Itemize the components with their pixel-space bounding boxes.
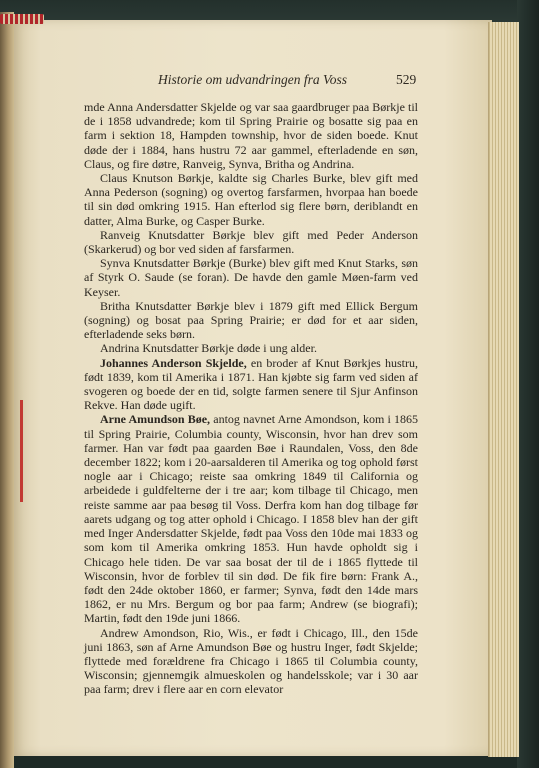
book-spine xyxy=(0,12,14,768)
paragraph-text: Andrew Amondson, Rio, Wis., er født i Chicago, Ill., den 15de juni 1863, søn af Arne Amundson Bøe og hustru Inger, født Skjelde; flyttede med forældrene fra Chicago i 1865 til Columbia county, Wisconsin; gjennemgik almueskolen og handelsskole; var i 30 aar paa farm; drev i flere aar en corn elevator xyxy=(84,625,418,697)
paragraph-text: Ranveig Knutsdatter Børkje blev gift med Peder Anderson (Skarkerud) og bor ved siden af farsfarmen. xyxy=(84,227,418,257)
paragraph-text: en broder af Knut Børkjes hustru, født 1839, kom til Amerika i 1871. Han kjøbte sig farm ved siden af svogeren og boede der en tid, solgte farmen senere til Sjur Anfinson Rekve. Han døde ugift. xyxy=(84,355,418,413)
paragraph xyxy=(84,171,418,228)
person-name: Johannes Anderson Skjelde, xyxy=(100,355,247,370)
paragraph-text: Andrina Knutsdatter Børkje døde i ung alder. xyxy=(100,341,317,356)
paragraph xyxy=(84,626,418,697)
paragraph-text: antog navnet Arne Amondson, kom i 1865 til Spring Prairie, Columbia county, Wisconsin, hvor han drev som farmer. Han var født paa gaarden Bøe i Raundalen, Voss, den 8de december 1822; kom i 20-aarsalderen til Amerika og tog ophold først nogle aar i Chicago; reiste saa omkring 1849 til California og arbeidede i guldfelterne der i tre aar; kom tilbage til Chicago, men reiste samme aar paa besøg til Voss. Derfra kom han dog tilbage før aarets udgang og tog atter ophold i Chicago. I 1858 blev han der gift med Inger Andersdatter Skjelde, født paa Voss den 10de mai 1833 og som kom til Amerika omkring 1853. Hun havde opholdt sig i Chicago hele tiden. De var saa bosat der til de i 1865 flyttede til Wisconsin, hvor de forblev til sin død. De fik fire børn: Frank A., født den 24de oktober 1860, er farmer; Synva, født den 14de mars 1862, er nu Mrs. Bergum og bor paa farm; Andrew (se biografi); Martin, født den 19de juni 1866. xyxy=(84,412,418,626)
paragraph xyxy=(84,412,418,625)
paragraph xyxy=(84,100,418,171)
paragraph-text: Claus Knutson Børkje, kaldte sig Charles Burke, blev gift med Anna Pederson (sogning) og overtog farsfarmen, hvorpaa han boede til sin død omkring 1915. Han efterlod sig flere børn, deriblandt en datter, Alma Burke, og Casper Burke. xyxy=(84,171,418,228)
paragraph xyxy=(84,299,418,342)
book-cover-right xyxy=(517,0,539,768)
paragraph xyxy=(84,228,418,256)
paragraph-text: Britha Knutsdatter Børkje blev i 1879 gift med Ellick Bergum (sogning) og bosat paa Spring Prairie; er død for et aar siden, efterladende seks børn. xyxy=(84,298,418,342)
paragraph-text: Synva Knutsdatter Børkje (Burke) blev gift med Knut Starks, søn af Styrk O. Saude (se foran). De havde den gamle Møen-farm ved Keyser. xyxy=(84,256,418,299)
paragraph xyxy=(84,256,418,299)
bookmark-ribbon xyxy=(0,14,44,24)
paragraph xyxy=(84,341,418,355)
page-edges xyxy=(488,22,519,757)
person-name: Arne Amundson Bøe, xyxy=(100,412,211,427)
page-number: 529 xyxy=(396,72,417,87)
paragraph-text: mde Anna Andersdatter Skjelde og var saa gaardbruger paa Børkje til de i 1858 udvandrede; kom til Spring Prairie og bosatte sig paa en farm i sektion 18, Hampden township, hvor de siden boede. Knut døde der i 1884, hans hustru 72 aar gammel, efterladende en søn, Claus, og fire døtre, Ranveig, Synva, Britha og Andrina. xyxy=(84,100,418,171)
body-text xyxy=(84,100,418,697)
paragraph xyxy=(84,356,418,413)
running-title: Historie om udvandringen fra Voss xyxy=(158,72,347,87)
margin-mark xyxy=(20,400,23,502)
